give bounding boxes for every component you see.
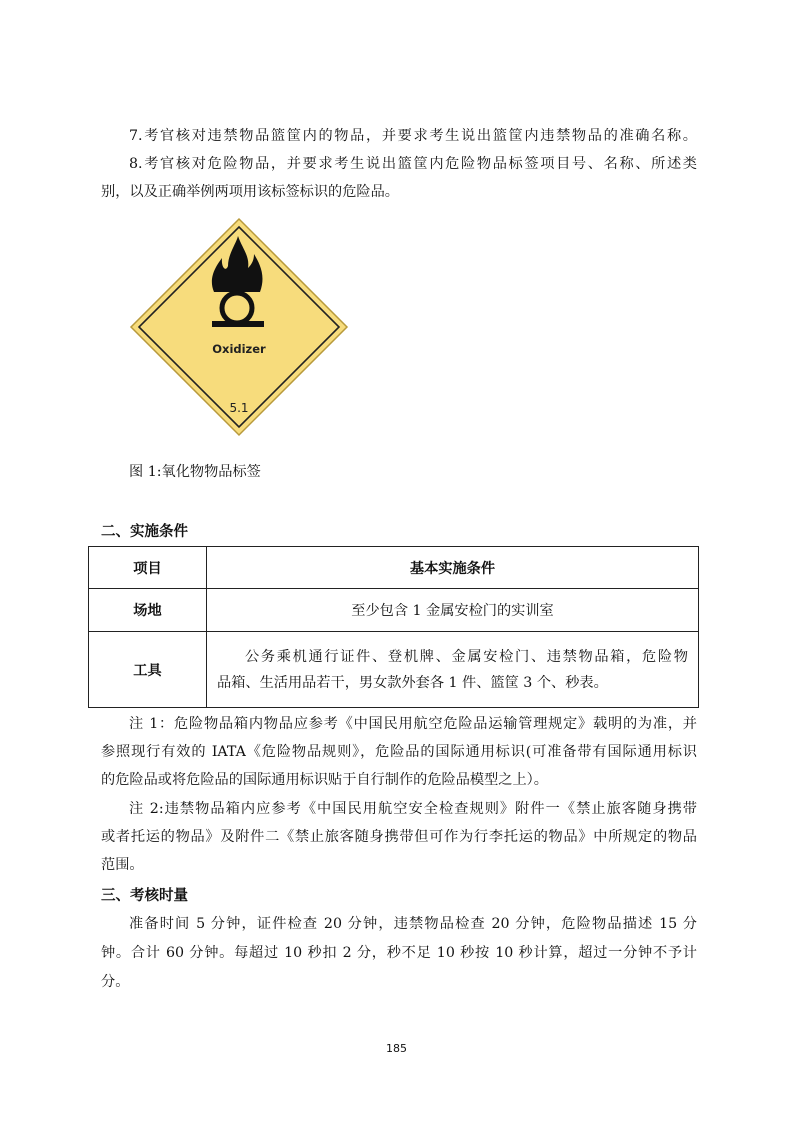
note-1-line-2: 参照现行有效的 IATA《危险物品规则》，危险品的国际通用标识(可准备带有国际通用标识 (101, 744, 697, 760)
row-condition: 至少包含 1 金属安检门的实训室 (207, 589, 699, 632)
note-2-line-2: 或者托运的物品》及附件二《禁止旅客随身携带但可作为行李托运的物品》中所规定的物品 (101, 829, 697, 845)
item-7: 7.考官核对违禁物品篮筐内的物品，并要求考生说出篮筐内违禁物品的准确名称。 (129, 128, 697, 144)
time-line-3: 分。 (101, 974, 130, 990)
table-header-row (89, 547, 699, 589)
row-item: 场地 (89, 589, 207, 632)
section-3-title: 三、考核时量 (101, 888, 188, 904)
oxidizer-label-text: Oxidizer (212, 342, 266, 356)
time-line-2: 钟。合计 60 分钟。每超过 10 秒扣 2 分，秒不足 10 秒按 10 秒计算，超过一分钟不予计 (101, 945, 697, 961)
note-2-line-1: 注 2:违禁物品箱内应参考《中国民用航空安全检查规则》附件一《禁止旅客随身携带 (129, 801, 697, 817)
time-line-1: 准备时间 5 分钟，证件检查 20 分钟，违禁物品检查 20 分钟，危险物品描述 15 分 (129, 916, 697, 932)
condition-line: 品箱、生活用品若干，男女款外套各 1 件、篮筐 3 个、秒表。 (217, 674, 608, 691)
oxidizer-hazard-label (128, 216, 350, 438)
figure-caption: 图 1:氧化物物品标签 (129, 464, 261, 480)
condition-line: 公务乘机通行证件、登机牌、金属安检门、违禁物品箱，危险物 (245, 648, 688, 665)
row-condition (207, 632, 699, 708)
header-condition: 基本实施条件 (207, 547, 699, 589)
table-row (89, 589, 699, 632)
note-1-line-1: 注 1：危险物品箱内物品应参考《中国民用航空危险品运输管理规定》载明的为准，并 (129, 716, 697, 732)
row-item: 工具 (89, 632, 207, 708)
class-number: 5.1 (229, 401, 249, 415)
item-8-line-2: 别，以及正确举例两项用该标签标识的危险品。 (101, 184, 399, 200)
item-8-line-1: 8.考官核对危险物品，并要求考生说出篮筐内危险物品标签项目号、名称、所述类 (129, 156, 697, 172)
note-2-line-3: 范围。 (101, 857, 144, 873)
page-number: 185 (386, 1042, 407, 1055)
note-1-line-3: 的危险品或将危险品的国际通用标识贴于自行制作的危险品模型之上）。 (101, 772, 548, 788)
table-row (89, 632, 699, 708)
header-item: 项目 (89, 547, 207, 589)
section-2-title: 二、实施条件 (101, 524, 188, 540)
conditions-table (88, 546, 699, 708)
